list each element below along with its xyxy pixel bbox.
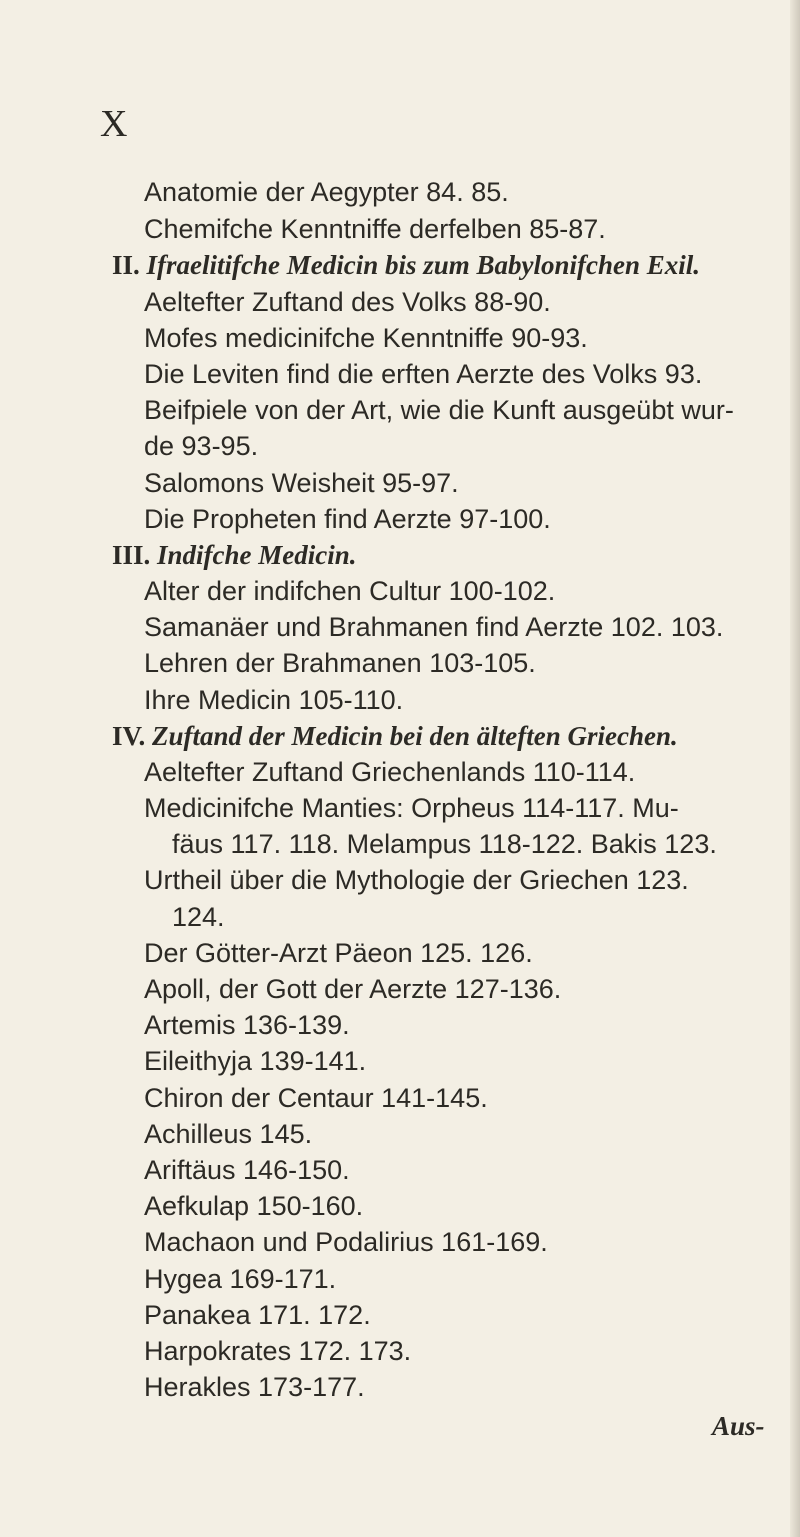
toc-entry: Machaon und Podalirius 161-169.: [144, 1227, 548, 1257]
toc-entry: Salomons Weisheit 95-97.: [144, 468, 459, 498]
toc-entry: Anatomie der Aegypter 84. 85.: [144, 177, 509, 207]
catchword: Aus-: [712, 1411, 765, 1441]
toc-entry: de 93-95.: [144, 431, 259, 461]
toc-entry: Urtheil über die Mythologie der Griechen 123.: [144, 865, 689, 895]
toc-entry: Achilleus 145.: [144, 1119, 313, 1149]
section-title: Zuftand der Medicin bei den älteften Griechen.: [152, 721, 678, 751]
page-edge: [790, 0, 800, 1537]
section-numeral: II.: [112, 250, 140, 280]
toc-entry: Panakea 171. 172.: [144, 1300, 371, 1330]
toc-entry: Ariftäus 146-150.: [144, 1155, 350, 1185]
section-numeral: IV.: [112, 721, 146, 751]
toc-entry: Aeltefter Zuftand Griechenlands 110-114.: [144, 757, 636, 787]
toc-entry: Herakles 173-177.: [144, 1372, 365, 1402]
toc-entry: Artemis 136-139.: [144, 1010, 350, 1040]
section-title: Indifche Medicin.: [157, 540, 357, 570]
toc-entry: Der Götter-Arzt Päeon 125. 126.: [144, 938, 533, 968]
toc-entry: Apoll, der Gott der Aerzte 127-136.: [144, 974, 562, 1004]
toc-entry: Hygea 169-171.: [144, 1264, 337, 1294]
section-heading-iii: [112, 537, 357, 573]
section-heading-ii: [112, 247, 700, 283]
toc-entry: Mofes medicinifche Kenntniffe 90-93.: [144, 323, 588, 353]
section-heading-iv: [112, 718, 678, 754]
toc-entry: Eileithyja 139-141.: [144, 1046, 367, 1076]
page-number: X: [100, 103, 129, 145]
section-numeral: III.: [112, 540, 151, 570]
toc-entry: Lehren der Brahmanen 103-105.: [144, 648, 536, 678]
toc-entry: Alter der indifchen Cultur 100-102.: [144, 576, 556, 606]
toc-entry: Ihre Medicin 105-110.: [144, 685, 404, 715]
toc-entry: Beifpiele von der Art, wie die Kunft ausgeübt wur-: [144, 395, 734, 425]
toc-entry: 124.: [172, 902, 225, 932]
toc-entry: Medicinifche Manties: Orpheus 114-117. Mu-: [144, 793, 679, 823]
toc-entry: Harpokrates 172. 173.: [144, 1336, 412, 1366]
toc-entry: Chemifche Kenntniffe derfelben 85-87.: [144, 214, 606, 244]
toc-entry: Samanäer und Brahmanen find Aerzte 102. 103.: [144, 612, 724, 642]
section-title: Ifraelitifche Medicin bis zum Babylonifchen Exil.: [146, 250, 701, 280]
toc-entry: Chiron der Centaur 141-145.: [144, 1083, 488, 1113]
toc-entry: Aefkulap 150-160.: [144, 1191, 364, 1221]
toc-entry: Aeltefter Zuftand des Volks 88-90.: [144, 287, 551, 317]
toc-entry: fäus 117. 118. Melampus 118-122. Bakis 123.: [172, 829, 717, 859]
toc-entry: Die Propheten find Aerzte 97-100.: [144, 504, 551, 534]
toc-entry: Die Leviten find die erften Aerzte des Volks 93.: [144, 359, 703, 389]
